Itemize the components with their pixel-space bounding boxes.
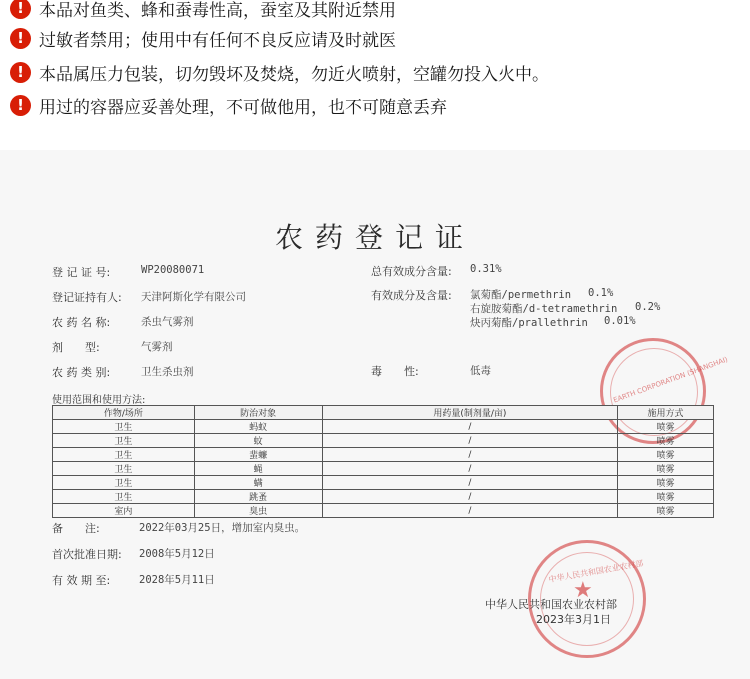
warning-line-4 (10, 92, 447, 118)
table-cell: 喷雾 (618, 420, 714, 434)
warning-text: 本品属压力包装，切勿毁坏及焚烧，勿近火喷射，空罐勿投入火中。 (39, 64, 549, 85)
table-cell: 喷雾 (618, 462, 714, 476)
table-cell: 喷雾 (618, 504, 714, 518)
table-row (53, 462, 714, 476)
exclamation-icon: ! (10, 0, 31, 19)
toxicity-label: 毒 性: (371, 365, 419, 378)
table-header-cell: 施用方式 (618, 406, 714, 420)
table-cell: 喷雾 (618, 490, 714, 504)
table-cell: 室内 (53, 504, 195, 518)
holder-value: 天津阿斯化学有限公司 (141, 291, 246, 303)
table-cell: / (322, 448, 618, 462)
first-approval-label: 首次批准日期: (52, 548, 122, 561)
exclamation-icon: ! (10, 62, 31, 83)
reg-no-label: 登 记 证 号: (52, 266, 111, 279)
issuer-name: 中华人民共和国农业农村部 (485, 598, 617, 611)
ministry-seal-text: 中华人民共和国农业农村部 (547, 558, 645, 585)
table-cell: / (322, 462, 618, 476)
company-seal-text: EARTH CORPORATION (SHANGHAI) (612, 355, 729, 405)
pesticide-name-value: 杀虫气雾剂 (141, 316, 194, 328)
table-row (53, 490, 714, 504)
table-cell: / (322, 490, 618, 504)
warning-text: 本品对鱼类、蜂和蚕毒性高，蚕室及其附近禁用 (39, 0, 396, 21)
ingredient-2-amount: 0.2% (635, 301, 661, 313)
table-cell: 卫生 (53, 490, 195, 504)
table-cell: 卫生 (53, 462, 195, 476)
table-row (53, 476, 714, 490)
table-cell: 卫生 (53, 434, 195, 448)
table-cell: 卫生 (53, 448, 195, 462)
table-cell: / (322, 476, 618, 490)
warning-line-2 (10, 25, 396, 51)
table-cell: 卫生 (53, 420, 195, 434)
category-label: 农 药 类 别: (52, 366, 111, 379)
table-header-cell: 用药量(制剂量/亩) (322, 406, 618, 420)
reg-no-value: WP20080071 (141, 264, 205, 276)
table-header-row (53, 406, 714, 420)
table-row (53, 434, 714, 448)
ingredients-label: 有效成分及含量: (371, 289, 452, 302)
star-icon: ★ (573, 578, 593, 603)
valid-until-value: 2028年5月11日 (139, 574, 215, 586)
total-content-label: 总有效成分含量: (371, 265, 452, 278)
table-cell: 蜚蠊 (194, 448, 322, 462)
table-cell: 喷雾 (618, 434, 714, 448)
issue-date: 2023年3月1日 (536, 613, 611, 626)
table-cell: 臭虫 (194, 504, 322, 518)
ingredient-1-amount: 0.1% (588, 287, 614, 299)
table-row (53, 420, 714, 434)
scope-title: 使用范围和使用方法: (52, 395, 146, 406)
usage-table (52, 405, 714, 518)
pesticide-registration-certificate (0, 150, 750, 679)
valid-until-label: 有 效 期 至: (52, 574, 111, 587)
exclamation-icon: ! (10, 28, 31, 49)
certificate-title: 农药登记证 (274, 221, 475, 254)
table-cell: / (322, 420, 618, 434)
pesticide-name-label: 农 药 名 称: (52, 316, 111, 329)
table-header-cell: 作物/场所 (53, 406, 195, 420)
ingredient-3-amount: 0.01% (604, 315, 636, 327)
remark-value: 2022年03月25日，增加室内臭虫。 (139, 522, 306, 534)
formulation-value: 气雾剂 (141, 341, 173, 353)
total-content-value: 0.31% (470, 263, 502, 275)
ingredient-1-name: 氯菊酯/permethrin (470, 289, 572, 301)
table-cell: 蚊 (194, 434, 322, 448)
table-cell: / (322, 434, 618, 448)
ingredient-2-name: 右旋胺菊酯/d-tetramethrin (470, 303, 618, 315)
table-cell: 卫生 (53, 476, 195, 490)
table-cell: 蝇 (194, 462, 322, 476)
exclamation-icon: ! (10, 95, 31, 116)
warning-text: 过敏者禁用；使用中有任何不良反应请及时就医 (39, 30, 396, 51)
ingredient-3-name: 炔丙菊酯/prallethrin (470, 317, 588, 329)
table-cell: 螨 (194, 476, 322, 490)
warning-line-1 (10, 0, 396, 21)
formulation-label: 剂 型: (52, 341, 100, 354)
table-row (53, 448, 714, 462)
toxicity-value: 低毒 (470, 365, 491, 377)
table-cell: 喷雾 (618, 476, 714, 490)
table-cell: 喷雾 (618, 448, 714, 462)
table-cell: 跳蚤 (194, 490, 322, 504)
table-header-cell: 防治对象 (194, 406, 322, 420)
table-cell: 蚂蚁 (194, 420, 322, 434)
warning-text: 用过的容器应妥善处理，不可做他用，也不可随意丢弃 (39, 97, 447, 118)
holder-label: 登记证持有人: (52, 291, 122, 304)
table-row (53, 504, 714, 518)
first-approval-value: 2008年5月12日 (139, 548, 215, 560)
category-value: 卫生杀虫剂 (141, 366, 194, 378)
table-cell: / (322, 504, 618, 518)
warning-line-3 (10, 59, 549, 85)
remark-label: 备 注: (52, 522, 100, 535)
